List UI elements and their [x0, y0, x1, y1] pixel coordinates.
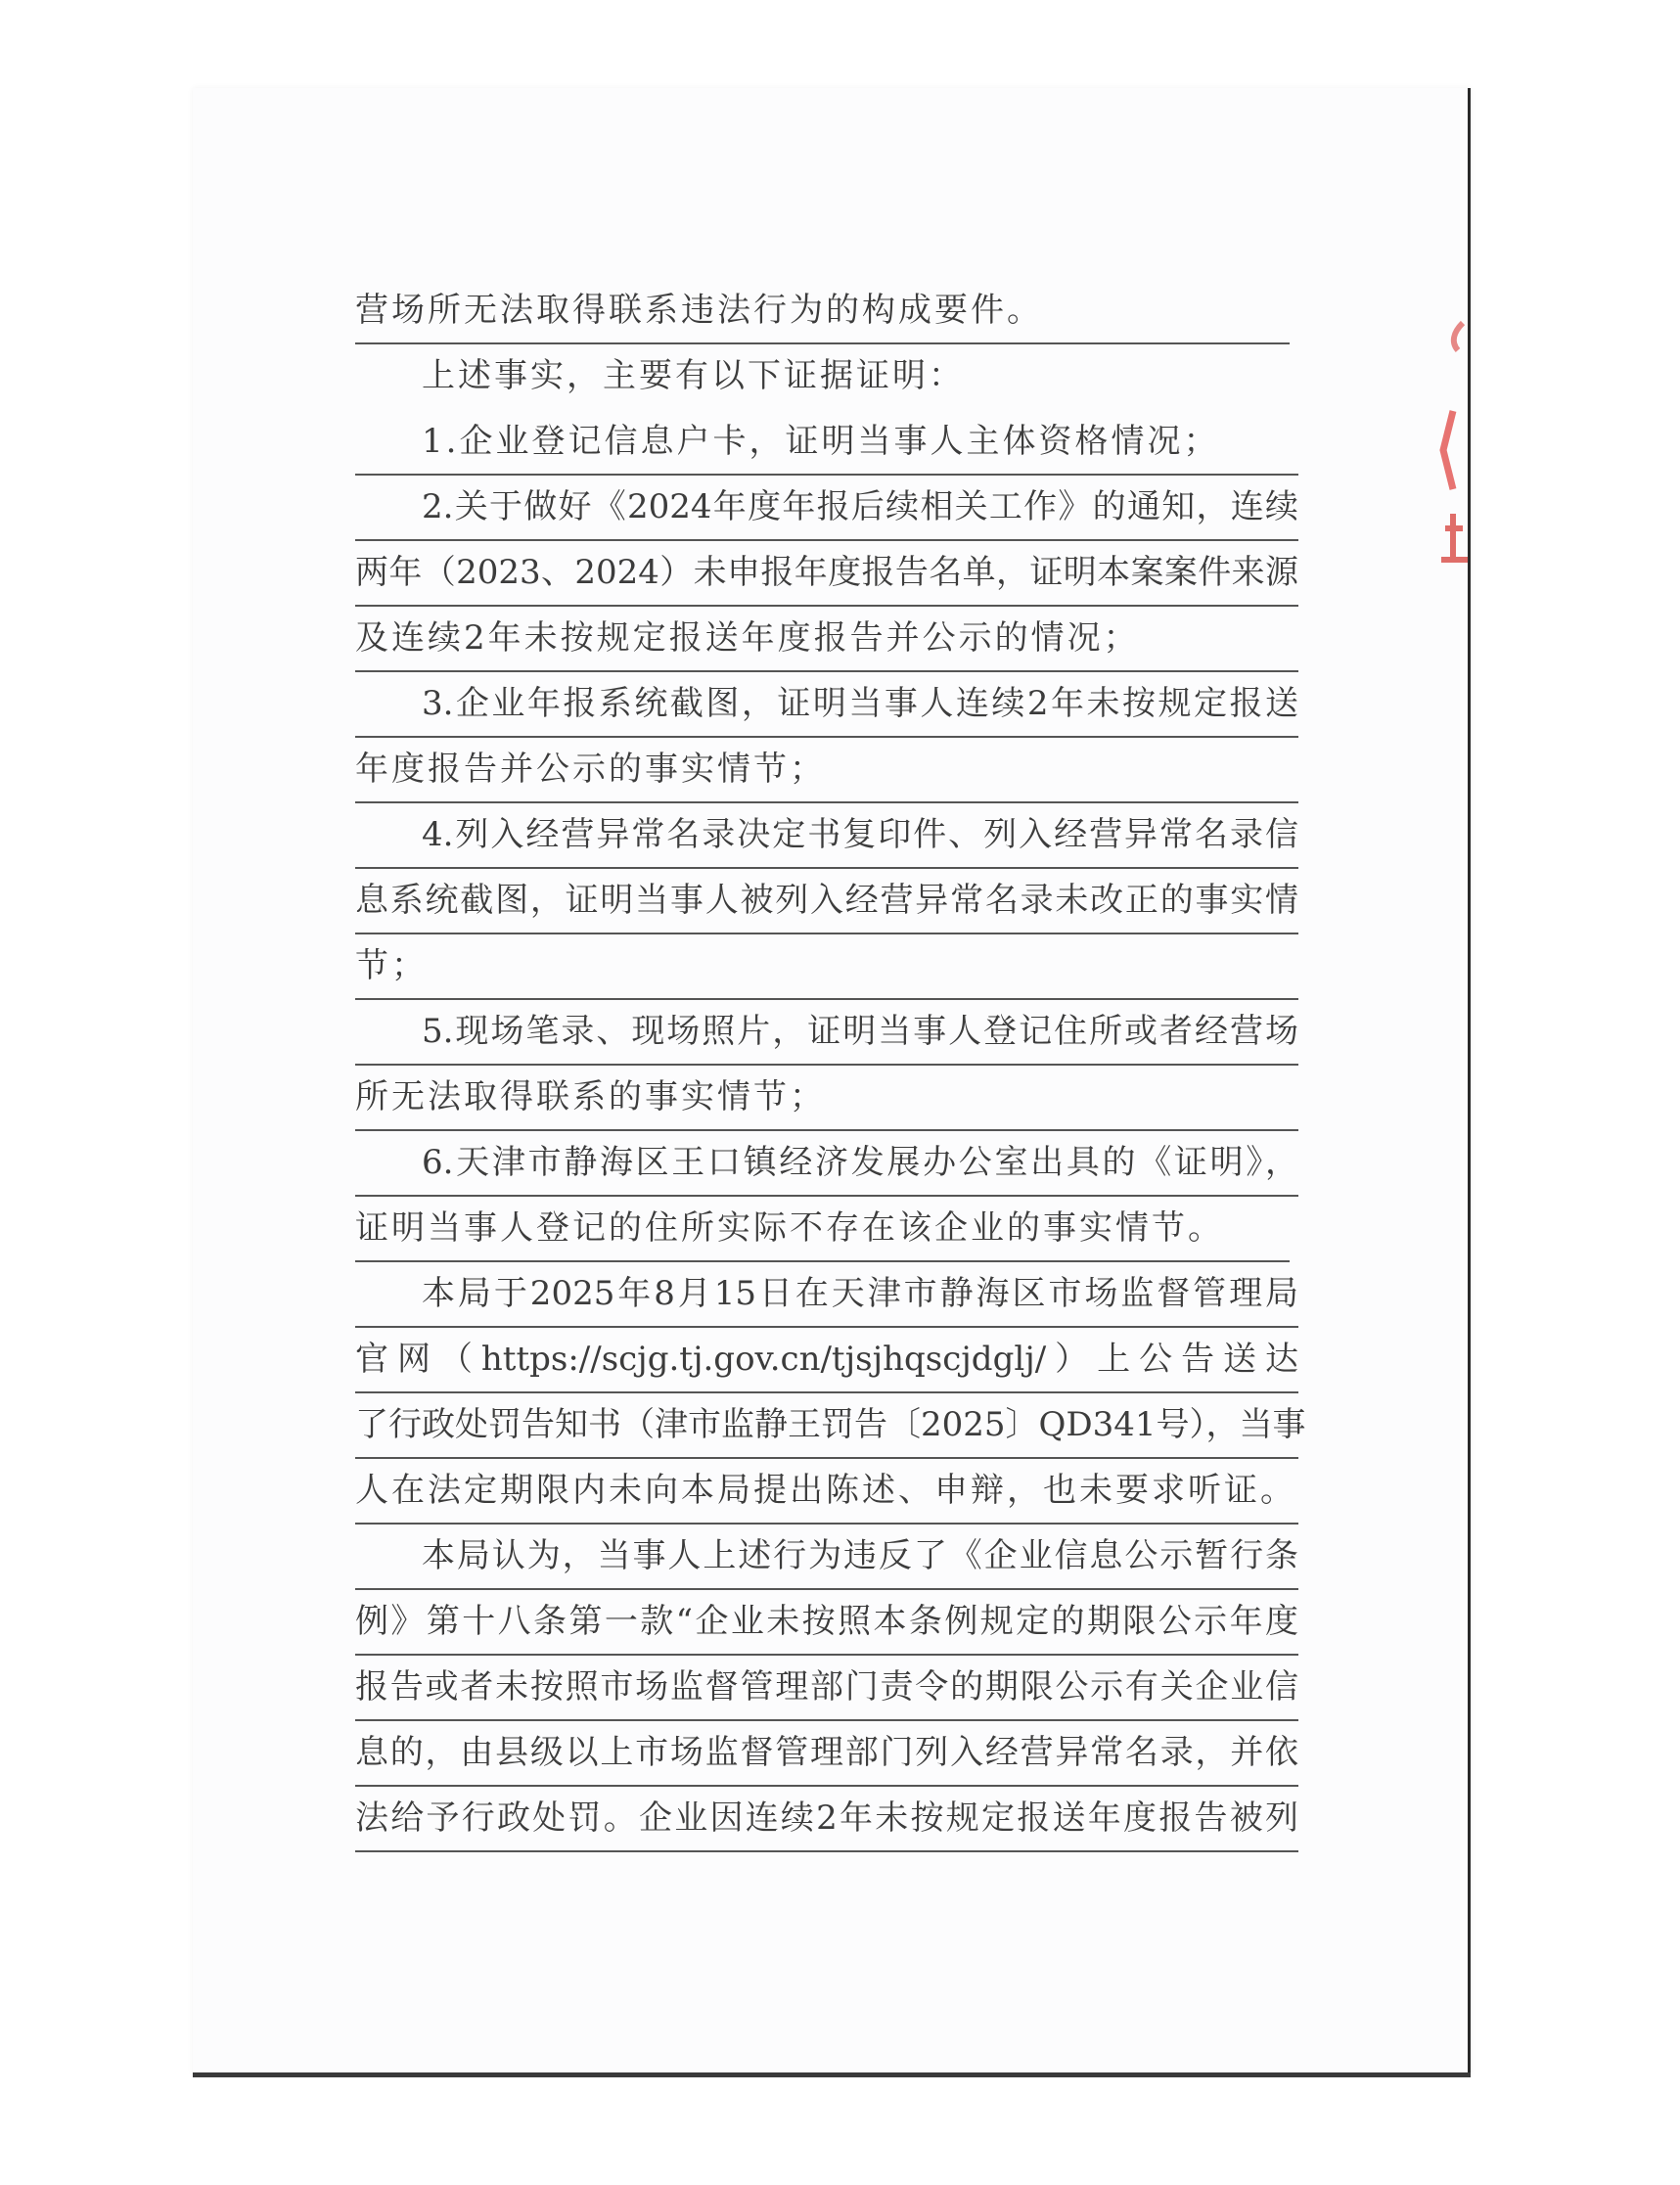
document-line: 报告或者未按照市场监督管理部门责令的期限公示有关企业信	[355, 1657, 1298, 1721]
document-line: 2.关于做好《2024年度年报后续相关工作》的通知，连续	[355, 477, 1298, 541]
document-line: 4.列入经营异常名录决定书复印件、列入经营异常名录信	[355, 804, 1298, 869]
document-line: 本局于2025年8月15日在天津市静海区市场监督管理局	[355, 1263, 1298, 1328]
document-line: 本局认为，当事人上述行为违反了《企业信息公示暂行条	[355, 1525, 1298, 1590]
document-line: 6.天津市静海区王口镇经济发展办公室出具的《证明》，	[355, 1132, 1298, 1197]
document-line: 3.企业年报系统截图，证明当事人连续2年未按规定报送	[355, 673, 1298, 738]
document-line: 节；	[355, 935, 1298, 1000]
red-seal-fragment-icon	[1424, 303, 1482, 577]
document-line: 营场所无法取得联系违法行为的构成要件。	[355, 280, 1290, 344]
document-line: 及连续2年未按规定报送年度报告并公示的情况；	[355, 608, 1298, 672]
document-line: 官网（https://scjg.tj.gov.cn/tjsjhqscjdglj/）上公告送达	[355, 1329, 1298, 1393]
document-line: 两年（2023、2024）未申报年度报告名单，证明本案案件来源	[355, 542, 1298, 607]
document-line: 法给予行政处罚。企业因连续2年未按规定报送年度报告被列	[355, 1788, 1298, 1852]
document-line: 人在法定期限内未向本局提出陈述、申辩，也未要求听证。	[355, 1460, 1298, 1525]
document-line: 年度报告并公示的事实情节；	[355, 739, 1298, 803]
page-edge-shadow	[193, 2072, 1471, 2077]
document-line: 所无法取得联系的事实情节；	[355, 1067, 1298, 1131]
document-line: 1.企业登记信息户卡，证明当事人主体资格情况；	[355, 411, 1298, 476]
document-line: 证明当事人登记的住所实际不存在该企业的事实情节。	[355, 1198, 1290, 1262]
document-line: 息系统截图，证明当事人被列入经营异常名录未改正的事实情	[355, 870, 1298, 934]
document-line: 息的，由县级以上市场监督管理部门列入经营异常名录，并依	[355, 1722, 1298, 1787]
document-line: 5.现场笔录、现场照片，证明当事人登记住所或者经营场	[355, 1001, 1298, 1066]
document-line: 例》第十八条第一款“企业未按照本条例规定的期限公示年度	[355, 1591, 1298, 1656]
document-line: 了行政处罚告知书（津市监静王罚告〔2025〕QD341号），当事	[355, 1394, 1298, 1459]
document-line: 上述事实，主要有以下证据证明：	[422, 356, 965, 395]
